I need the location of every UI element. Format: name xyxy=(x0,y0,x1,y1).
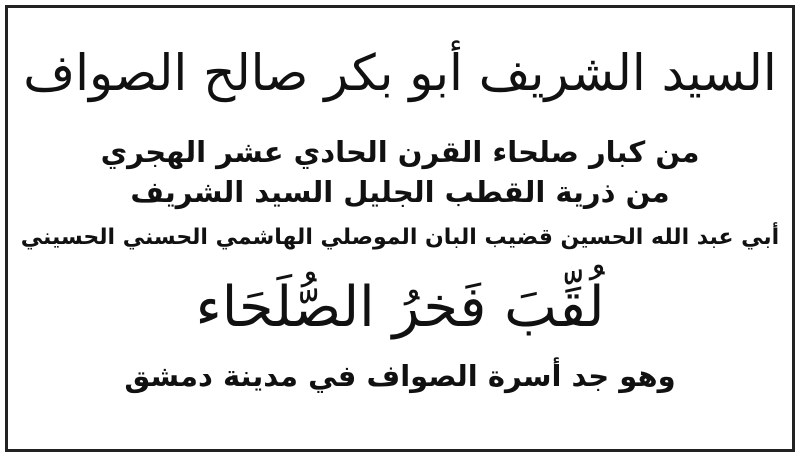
calligraphy-title: السيد الشريف أبو بكر صالح الصواف xyxy=(23,44,777,102)
closing-line: وهو جد أسرة الصواف في مدينة دمشق xyxy=(124,359,676,393)
description-line-1: من كبار صلحاء القرن الحادي عشر الهجري xyxy=(100,135,700,169)
calligraphy-epithet: لُقِّبَ فَخرُ الصُّلَحَاء xyxy=(195,275,605,340)
description-line-2: من ذرية القطب الجليل السيد الشريف xyxy=(130,175,670,209)
card-content xyxy=(20,18,780,439)
lineage-line: أبي عبد الله الحسين قضيب البان الموصلي الهاشمي الحسني الحسيني xyxy=(20,225,780,250)
